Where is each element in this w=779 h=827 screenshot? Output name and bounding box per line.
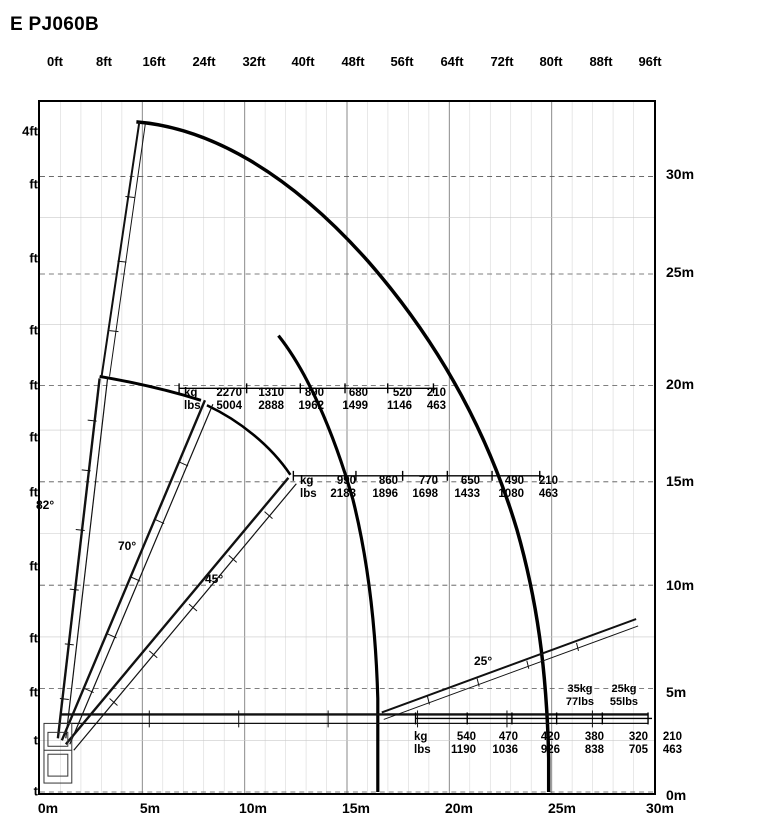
upper-kg-1: 1310 [258,387,284,399]
mid-lbs-5: 463 [538,488,558,500]
mid-lbs-3: 1433 [454,488,480,500]
bottom-tick-1: 5m [139,800,161,816]
angle-label-45: 45° [205,572,224,586]
bottom-tick-3: 15m [341,800,371,816]
lower-kg-4: 320 [628,731,648,743]
lower-lbs-5: 463 [662,744,682,756]
left-tick-6: ft [29,484,38,500]
bottom-tick-0: 0m [37,800,59,816]
upper-arc-curve-2 [207,405,290,475]
mid-kg-3: 650 [460,475,480,487]
mid-kg-2: 770 [418,475,438,487]
jib-lbs-0: 77lbs [565,696,595,708]
left-axis-labels [0,0,40,827]
lower-kg-0: 540 [456,731,476,743]
mid-lbs-label: lbs [300,488,317,500]
top-tick-8: 64ft [440,54,464,69]
mid-kg-5: 210 [538,475,558,487]
lower-kg-label: kg [414,731,428,743]
bottom-tick-6: 30m [645,800,675,816]
right-tick-0m: 0m [666,787,687,803]
bottom-tick-2: 10m [238,800,268,816]
upper-kg-3: 680 [348,387,368,399]
upper-kg-2: 890 [304,387,324,399]
lower-lbs-3: 838 [584,744,604,756]
lower-lbs-1: 1036 [492,744,518,756]
mid-kg-1: 860 [378,475,398,487]
mid-lbs-4: 1080 [498,488,524,500]
right-tick-15m: 15m [666,473,695,489]
top-tick-11: 88ft [589,54,613,69]
jib-kg-0: 35kg [567,683,593,695]
lower-boom-capacities [414,731,682,757]
lower-lbs-0: 1190 [451,744,476,756]
angle-label-25: 25° [474,654,493,668]
top-tick-5: 40ft [291,54,315,69]
angle-label-70: 70° [118,539,137,553]
left-tick-1: ft [29,176,38,192]
left-tick-3: ft [29,322,38,338]
angle-label-82: 82° [36,498,55,512]
left-tick-5: ft [29,429,38,445]
right-tick-20m: 20m [666,376,695,392]
left-tick-2: ft [29,250,38,266]
upper-kg-0: 2270 [216,387,242,399]
top-tick-6: 48ft [341,54,365,69]
mid-lbs-0: 2183 [330,488,356,500]
upper-lbs-1: 2888 [258,400,284,412]
top-tick-2: 16ft [142,54,166,69]
left-tick-8: ft [29,630,38,646]
upper-lbs-2: 1962 [298,400,324,412]
top-tick-1: 8ft [96,54,112,69]
left-tick-4: ft [29,377,38,393]
jib-capacities [563,683,641,709]
upper-kg-5: 210 [426,387,446,399]
upper-kg-4: 520 [392,387,412,399]
mid-lbs-1: 1896 [372,488,398,500]
lower-lbs-2: 926 [540,744,560,756]
lower-lbs-4: 705 [628,744,648,756]
boom-45deg [66,478,296,750]
chart-svg [40,102,654,793]
upper-kg-label: kg [184,387,198,399]
right-axis-labels [662,0,772,827]
top-tick-10: 80ft [539,54,563,69]
jib-kg-1: 25kg [611,683,637,695]
left-tick-9: ft [29,684,38,700]
lower-lbs-label: lbs [414,744,431,756]
mid-kg-label: kg [300,475,314,487]
upper-boom-capacities [184,387,446,413]
top-tick-3: 24ft [192,54,216,69]
upper-lbs-4: 1146 [387,400,412,412]
upper-lbs-label: lbs [184,400,201,412]
mid-kg-4: 490 [504,475,524,487]
lower-kg-5: 210 [662,731,682,743]
bottom-tick-5: 25m [547,800,577,816]
mid-kg-0: 990 [336,475,356,487]
right-tick-30m: 30m [666,166,695,182]
lower-kg-2: 420 [540,731,560,743]
right-tick-5m: 5m [666,684,687,700]
left-tick-7: ft [29,558,38,574]
bottom-tick-4: 20m [444,800,474,816]
right-tick-10m: 10m [666,577,695,593]
left-tick-10: t [33,732,38,748]
bottom-axis-labels [0,800,779,820]
left-tick-0: 4ft [22,123,38,139]
right-tick-25m: 25m [666,264,695,280]
upper-lbs-0: 5004 [216,400,242,412]
jib-lbs-1: 55lbs [609,696,639,708]
top-tick-4: 32ft [242,54,266,69]
top-tick-0: 0ft [47,54,63,69]
upper-lbs-3: 1499 [342,400,368,412]
left-tick-11: t [33,783,38,799]
top-tick-7: 56ft [390,54,414,69]
upper-lbs-5: 463 [426,400,446,412]
top-tick-12: 96ft [638,54,662,69]
page-title: E PJ060B [10,14,100,35]
mid-lbs-2: 1698 [412,488,438,500]
mid-boom-capacities [300,475,558,501]
lower-kg-3: 380 [584,731,604,743]
lower-kg-1: 470 [498,731,518,743]
truck-base [44,723,72,783]
outer-envelope-curve [136,122,548,792]
top-tick-9: 72ft [490,54,514,69]
